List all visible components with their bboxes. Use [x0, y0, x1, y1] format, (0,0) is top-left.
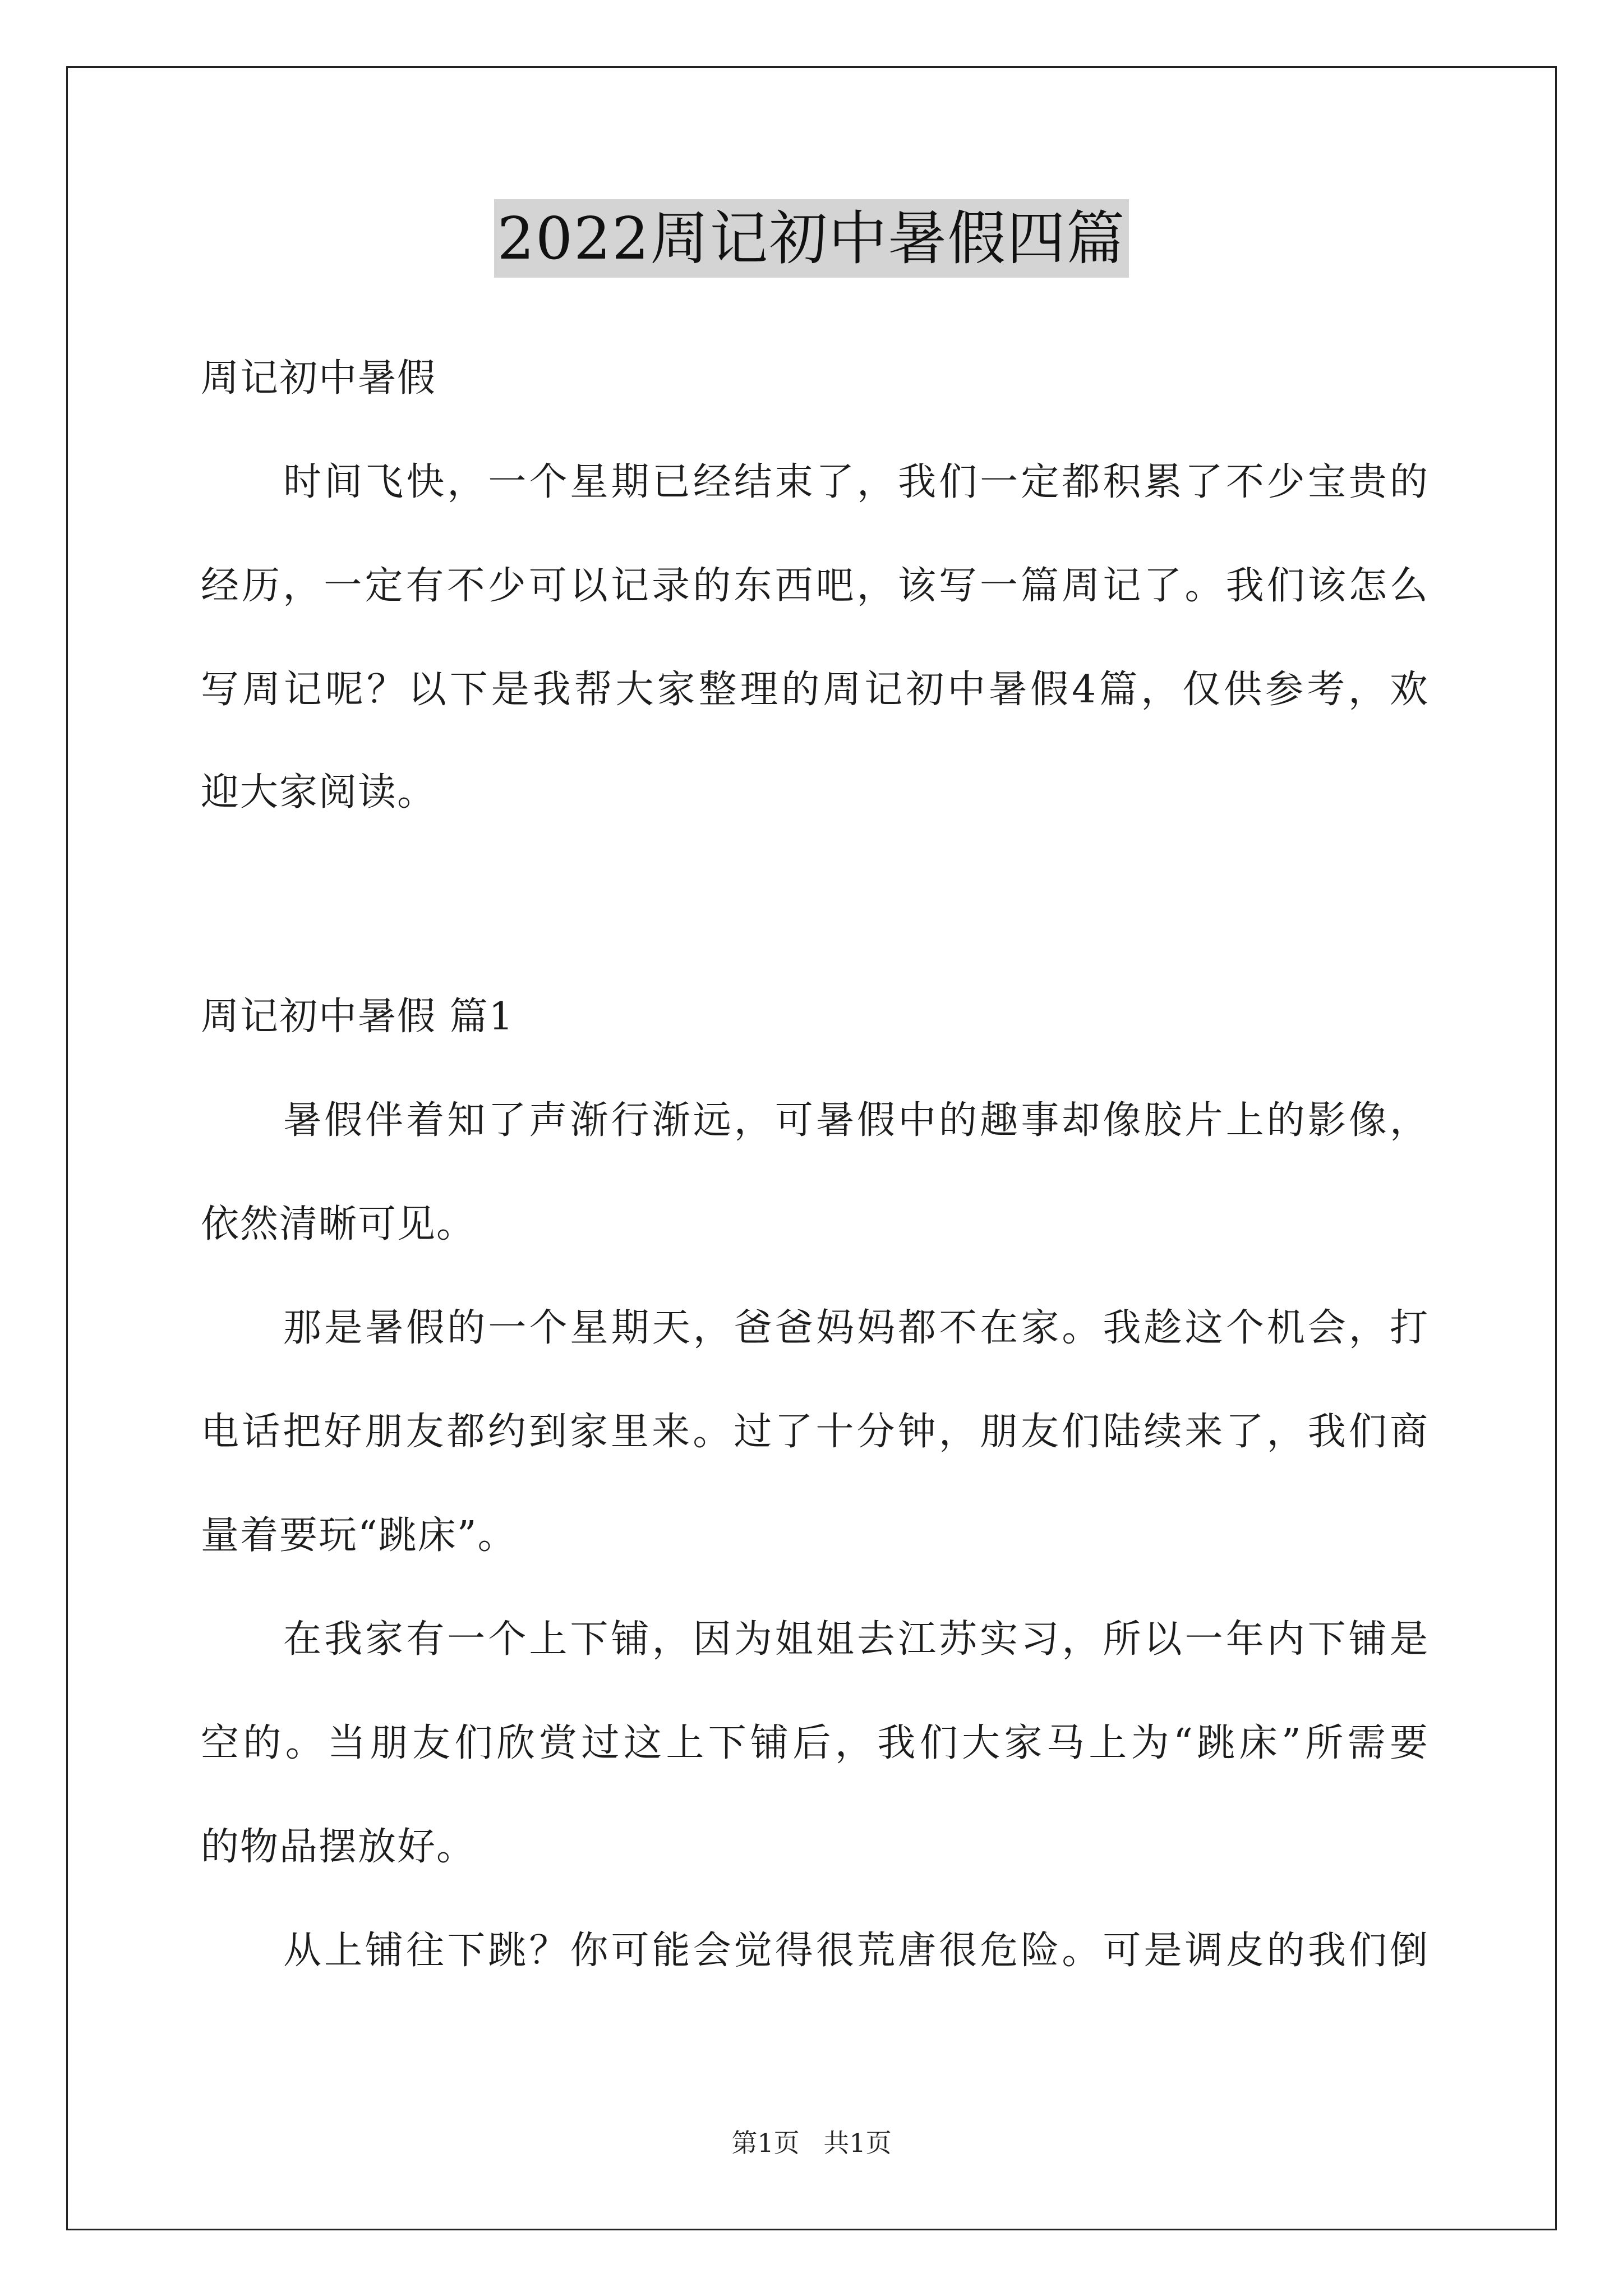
paragraph-line: 依然清晰可见。 — [201, 1202, 476, 1246]
paragraph-line: 时间飞快，一个星期已经结束了，我们一定都积累了不少宝贵的 — [283, 460, 1429, 504]
paragraph-line: 从上铺往下跳？你可能会觉得很荒唐很危险。可是调皮的我们倒 — [283, 1929, 1429, 1973]
section-heading: 周记初中暑假 — [201, 356, 437, 401]
paragraph-line: 的物品摆放好。 — [201, 1825, 476, 1869]
title-container — [0, 199, 1623, 278]
document-title: 2022周记初中暑假四篇 — [494, 199, 1129, 278]
paragraph-line: 迎大家阅读。 — [201, 770, 437, 815]
paragraph-line: 电话把好朋友都约到家里来。过了十分钟，朋友们陆续来了，我们商 — [201, 1410, 1429, 1454]
page-number: 第1页 — [731, 2128, 800, 2158]
paragraph-line: 暑假伴着知了声渐行渐远，可暑假中的趣事却像胶片上的影像， — [283, 1098, 1429, 1143]
paragraph-line: 经历，一定有不少可以记录的东西吧，该写一篇周记了。我们该怎么 — [201, 564, 1429, 608]
page-footer — [0, 2126, 1623, 2160]
paragraph-line: 在我家有一个上下铺，因为姐姐去江苏实习，所以一年内下铺是 — [283, 1617, 1429, 1662]
paragraph-line: 空的。当朋友们欣赏过这上下铺后，我们大家马上为“跳床”所需要 — [201, 1721, 1429, 1765]
paragraph-line: 写周记呢？以下是我帮大家整理的周记初中暑假4篇，仅供参考，欢 — [201, 668, 1429, 712]
page-total: 共1页 — [823, 2128, 892, 2158]
paragraph-line: 量着要玩“跳床”。 — [201, 1513, 517, 1558]
paragraph-line: 那是暑假的一个星期天，爸爸妈妈都不在家。我趁这个机会，打 — [283, 1306, 1429, 1350]
section-heading: 周记初中暑假 篇1 — [201, 995, 514, 1039]
